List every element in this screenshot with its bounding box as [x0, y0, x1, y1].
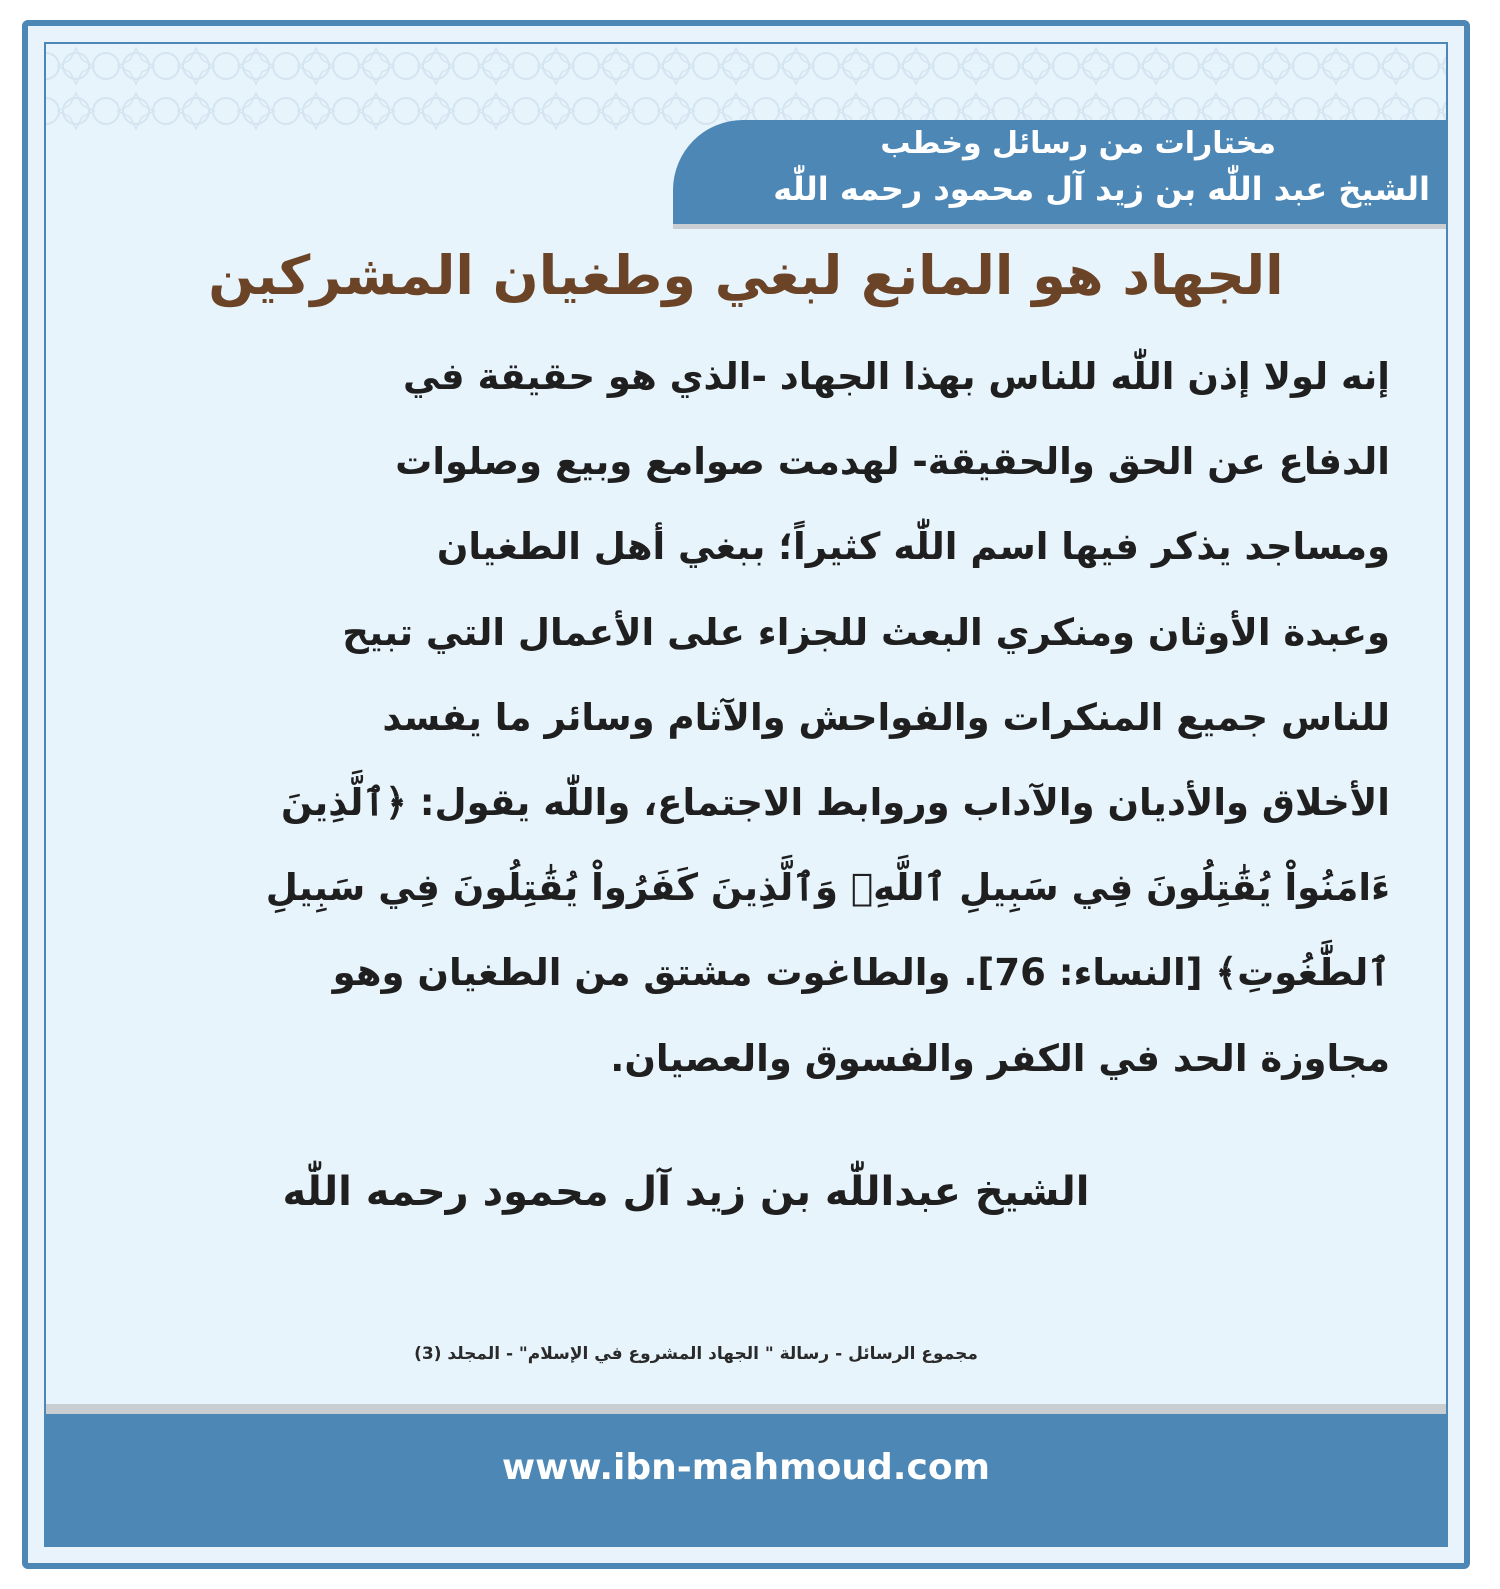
footer-divider	[46, 1404, 1446, 1414]
author-signature: الشيخ عبداللّٰه بن زيد آل محمود رحمه اللّٰه	[282, 1169, 1090, 1215]
body-line: ٱلطَّٰغُوتِ﴾ [النساء: 76]. والطاغوت مشتق من الطغيان وهو	[332, 951, 1390, 995]
source-citation: مجموع الرسائل - رسالة " الجهاد المشروع في الإسلام" - المجلد (3)	[414, 1344, 978, 1364]
website-link[interactable]: www.ibn-mahmoud.com	[501, 1447, 991, 1488]
body-line: ءَامَنُواْ يُقَٰتِلُونَ فِي سَبِيلِ ٱللَّهِۖ وَٱلَّذِينَ كَفَرُواْ يُقَٰتِلُونَ فِي سَبِيلِ	[265, 866, 1390, 910]
header-banner	[673, 120, 1448, 224]
footer-bar	[46, 1414, 1446, 1545]
page-title: الجهاد هو المانع لبغي وطغيان المشركين	[208, 244, 1284, 307]
outer-frame	[22, 20, 1470, 1569]
body-line: ومساجد يذكر فيها اسم اللّٰه كثيراً؛ ببغي أهل الطغيان	[436, 525, 1390, 569]
body-line: الدفاع عن الحق والحقيقة- لهدمت صوامع وبيع وصلوات	[395, 440, 1390, 484]
body-line: مجاوزة الحد في الكفر والفسوق والعصيان.	[610, 1036, 1390, 1080]
inner-frame	[44, 42, 1448, 1547]
header-series-title: مختارات من رسائل وخطب	[880, 126, 1276, 161]
body-line: وعبدة الأوثان ومنكري البعث للجزاء على الأعمال التي تبيح	[342, 610, 1390, 654]
body-line: للناس جميع المنكرات والفواحش والآثام وسائر ما يفسد	[382, 695, 1390, 739]
header-author-name: الشيخ عبد اللّٰه بن زيد آل محمود رحمه اللّٰه	[773, 170, 1430, 208]
body-text	[124, 334, 1390, 1101]
body-line: إنه لولا إذن اللّٰه للناس بهذا الجهاد -الذي هو حقيقة في	[402, 355, 1390, 398]
body-line: الأخلاق والأديان والآداب وروابط الاجتماع، واللّٰه يقول: ﴿ٱلَّذِينَ	[281, 781, 1390, 825]
